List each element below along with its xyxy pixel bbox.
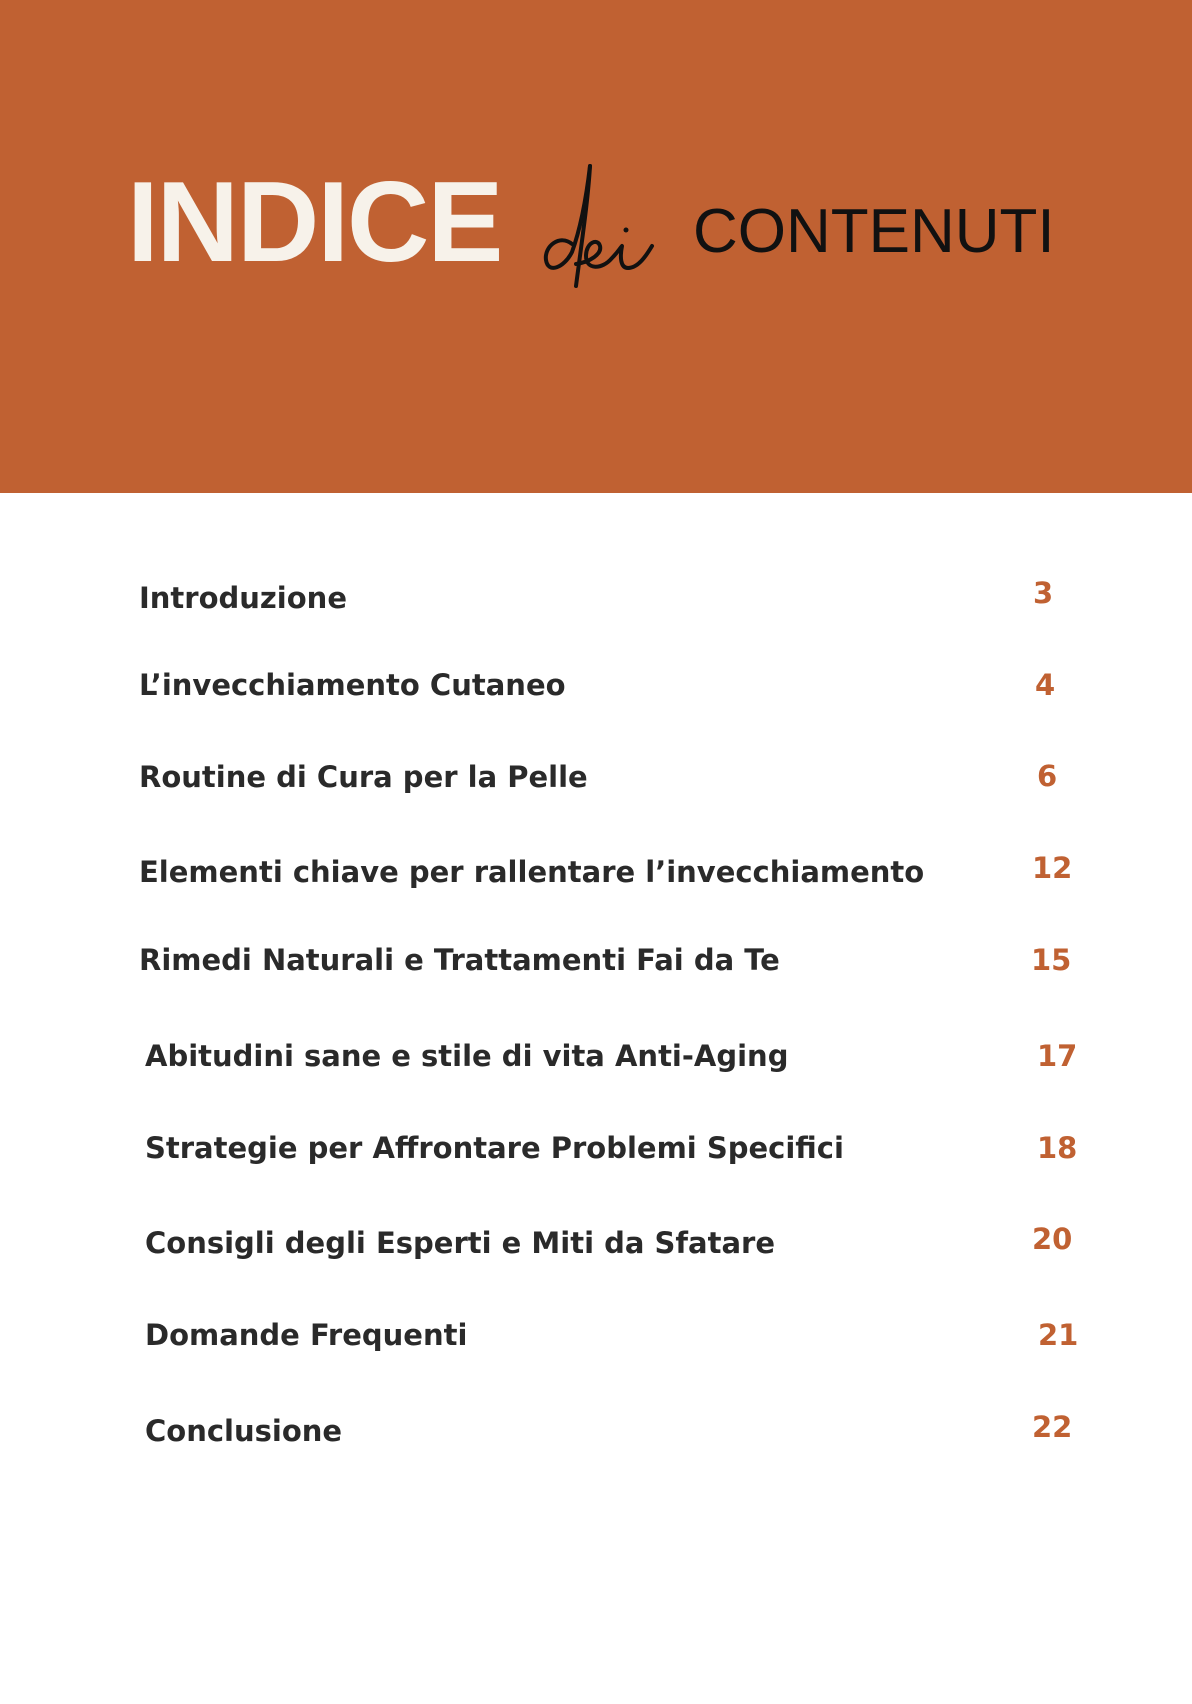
toc-label: Elementi chiave per rallentare l’invecchiamento [139,855,925,889]
toc-page-number[interactable]: 22 [1032,1410,1073,1444]
toc-label: Conclusione [145,1414,343,1448]
title-indice: INDICE [127,159,502,286]
toc-label: Rimedi Naturali e Trattamenti Fai da Te [139,943,780,977]
toc-page-number[interactable]: 12 [1032,851,1073,885]
toc-label: Introduzione [139,581,347,615]
toc-label: Domande Frequenti [145,1318,468,1352]
toc-label: Strategie per Affrontare Problemi Specifici [145,1131,844,1165]
toc-page-number[interactable]: 3 [1033,576,1054,610]
toc-page-number[interactable]: 20 [1032,1222,1073,1256]
toc-page-number[interactable]: 21 [1038,1318,1079,1352]
toc-page-number[interactable]: 4 [1035,668,1056,702]
toc-label: Consigli degli Esperti e Miti da Sfatare [145,1226,776,1260]
toc-page-number[interactable]: 18 [1037,1131,1078,1165]
toc-page-number[interactable]: 15 [1031,943,1072,977]
toc-label: Routine di Cura per la Pelle [139,760,588,794]
toc-label: L’invecchiamento Cutaneo [139,668,566,702]
toc-page-number[interactable]: 17 [1037,1039,1078,1073]
toc-page-number[interactable]: 6 [1037,759,1058,793]
toc-label: Abitudini sane e stile di vita Anti-Aging [145,1039,789,1073]
title-contenuti: CONTENUTI [693,197,1055,266]
